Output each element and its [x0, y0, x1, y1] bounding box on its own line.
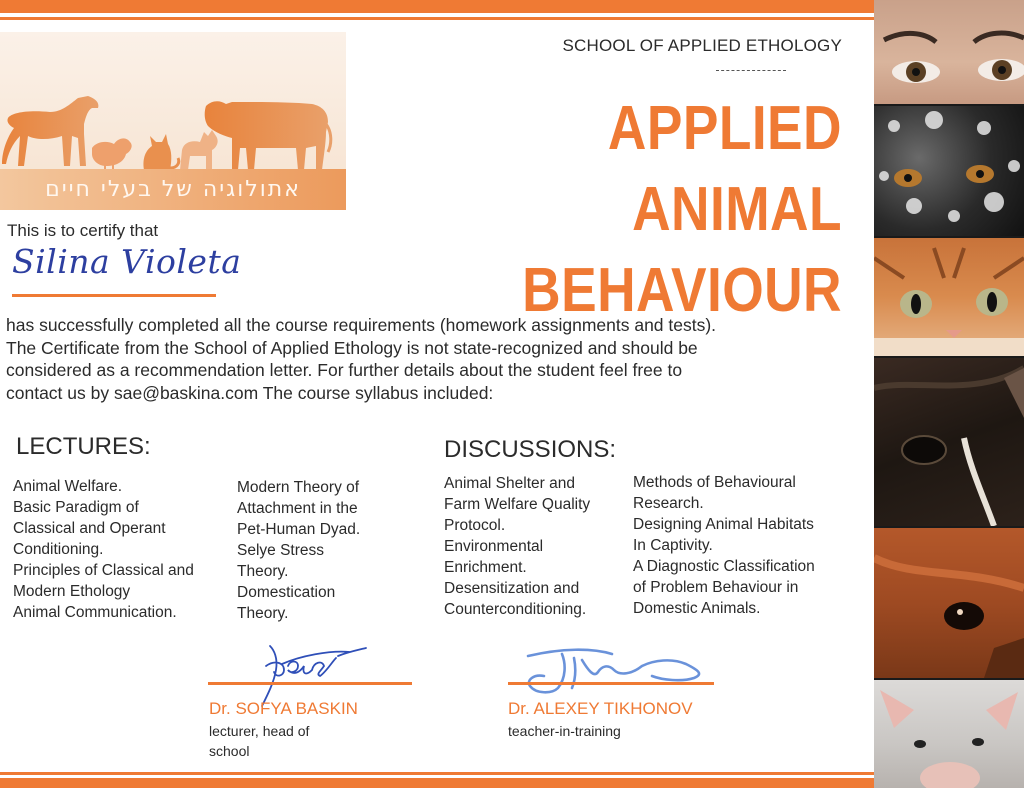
signatory-2-role: [508, 721, 621, 741]
cat-icon: [143, 134, 178, 170]
signatory-2-name: Dr. ALEXEY TIKHONOV: [508, 699, 693, 718]
syllabus-item: Modern Ethology: [13, 583, 131, 600]
syllabus-item: Designing Animal Habitats: [633, 516, 814, 533]
signature-line-1: [208, 682, 412, 685]
school-logo: [0, 32, 346, 210]
dog-icon: [180, 130, 218, 170]
lectures-column-2: [237, 477, 360, 624]
syllabus-item: Principles of Classical and: [13, 562, 194, 579]
role-line: lecturer, head of: [209, 723, 310, 739]
syllabus-item: Animal Communication.: [13, 604, 177, 621]
lectures-column-1: [13, 476, 194, 623]
top-border-thin: [0, 17, 874, 20]
title-line-2: BEHAVIOUR: [522, 256, 842, 325]
certify-text: This is to certify that: [7, 221, 159, 240]
syllabus-item: of Problem Behaviour in: [633, 579, 799, 596]
syllabus-item: Classical and Operant: [13, 520, 166, 537]
discussions-heading: DISCUSSIONS:: [444, 436, 617, 463]
title-divider: [716, 70, 786, 71]
syllabus-item: Research.: [633, 495, 704, 512]
syllabus-item: Conditioning.: [13, 541, 104, 558]
syllabus-item: Domestic Animals.: [633, 600, 761, 617]
body-line: contact us by sae@baskina.com The course syllabus included:: [6, 382, 494, 403]
logo-hebrew-banner: [0, 169, 346, 210]
syllabus-item: Modern Theory of: [237, 479, 360, 496]
bottom-border-thin: [0, 772, 874, 775]
syllabus-item: Attachment in the: [237, 500, 358, 517]
syllabus-item: Animal Shelter and: [444, 475, 575, 492]
animal-silhouettes-icon: [0, 32, 346, 172]
syllabus-item: A Diagnostic Classification: [633, 558, 815, 575]
role-line: teacher-in-training: [508, 723, 621, 739]
syllabus-item: Farm Welfare Quality: [444, 496, 591, 513]
syllabus-item: Desensitization and: [444, 580, 580, 597]
cow-eye-photo: [874, 528, 1024, 678]
chicken-icon: [92, 138, 132, 170]
pig-photo: [874, 680, 1024, 788]
syllabus-item: Basic Paradigm of: [13, 499, 139, 516]
syllabus-item: Protocol.: [444, 517, 506, 534]
syllabus-item: Domestication: [237, 584, 336, 601]
logo-hebrew-text: אתולוגיה של בעלי חיים: [45, 177, 301, 202]
horse-icon: [2, 96, 98, 166]
bottom-border-thick: [0, 778, 874, 788]
body-line: has successfully completed all the course requirements (homework assignments and tests).: [6, 315, 717, 335]
student-name: Silina Violeta: [12, 242, 242, 281]
syllabus-item: Environmental: [444, 538, 544, 555]
syllabus-item: Theory.: [237, 563, 289, 580]
signatory-1-name: Dr. SOFYA BASKIN: [209, 699, 358, 718]
cow-icon: [205, 101, 331, 170]
syllabus-item: Selye Stress: [237, 542, 325, 559]
horse-eye-photo: [874, 358, 1024, 526]
body-line: considered as a recommendation letter. For further details about the student feel free to: [6, 360, 683, 380]
role-line: school: [209, 743, 250, 759]
syllabus-item: Counterconditioning.: [444, 601, 587, 618]
syllabus-item: Animal Welfare.: [13, 478, 123, 495]
kitten-eyes-photo: [874, 238, 1024, 356]
signatory-1-role: [209, 721, 309, 761]
syllabus-item: Enrichment.: [444, 559, 527, 576]
body-line: The Certificate from the School of Applied Ethology is not state-recognized and should be: [6, 337, 698, 358]
syllabus-item: Theory.: [237, 605, 289, 622]
wolf-eyes-photo: [874, 106, 1024, 236]
syllabus-item: Methods of Behavioural: [633, 474, 796, 491]
certificate-title: [445, 88, 842, 331]
title-line-1: APPLIED ANIMAL: [607, 94, 842, 244]
syllabus-item: In Captivity.: [633, 537, 713, 554]
animal-eyes-photo-strip: [874, 0, 1024, 788]
signature-line-2: [508, 682, 714, 685]
signature-tikhonov-icon: [522, 644, 712, 700]
syllabus-item: Pet-Human Dyad.: [237, 521, 361, 538]
discussions-column-1: [444, 473, 590, 620]
student-name-underline: [12, 294, 216, 297]
top-border-thick: [0, 0, 874, 13]
human-eyes-photo: [874, 0, 1024, 104]
lectures-heading: LECTURES:: [16, 433, 151, 460]
school-name: SCHOOL OF APPLIED ETHOLOGY: [562, 36, 842, 55]
certificate-body: [6, 314, 866, 404]
discussions-column-2: [633, 472, 815, 619]
